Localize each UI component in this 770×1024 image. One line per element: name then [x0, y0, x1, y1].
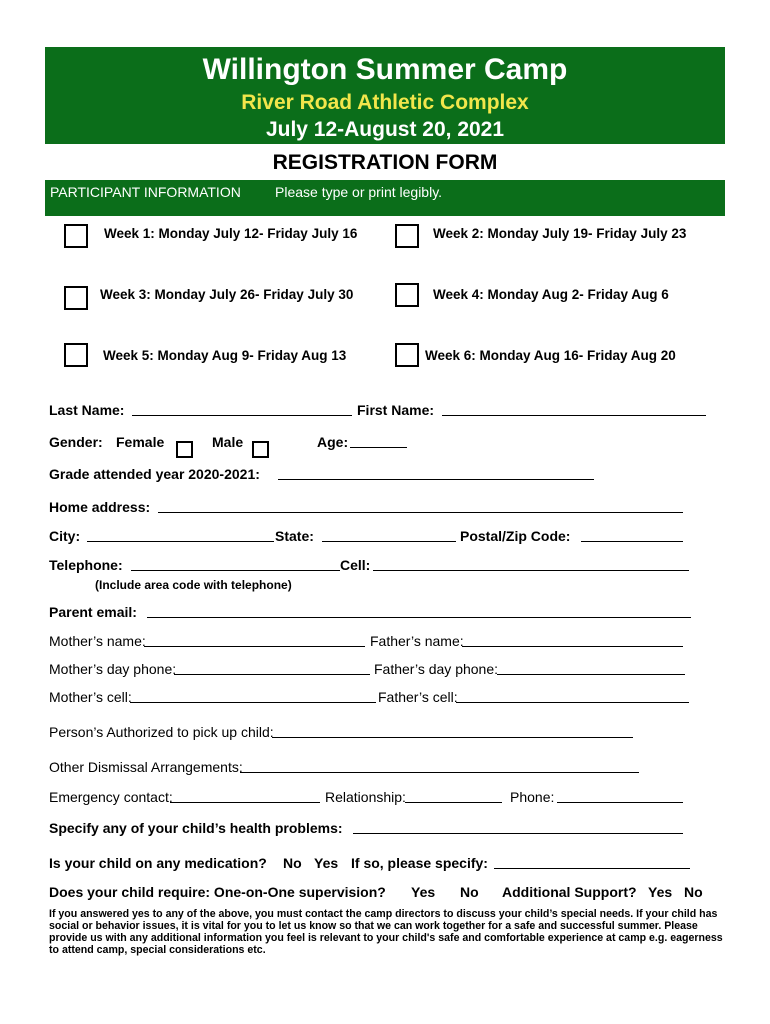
- relationship-field[interactable]: [405, 802, 502, 803]
- first-name-field[interactable]: [442, 415, 706, 416]
- emergency-contact-label: Emergency contact:: [49, 789, 173, 805]
- state-label: State:: [275, 528, 314, 544]
- parent-email-field[interactable]: [147, 617, 691, 618]
- health-problems-field[interactable]: [353, 833, 683, 834]
- medication-yes-option[interactable]: Yes: [314, 855, 339, 871]
- age-label: Age:: [317, 434, 349, 450]
- first-name-label: First Name:: [357, 402, 435, 418]
- grade-field[interactable]: [278, 479, 594, 480]
- section-label: PARTICIPANT INFORMATION: [50, 184, 241, 200]
- special-needs-note: If you answered yes to any of the above, you must contact the camp directors to discuss your child’s special needs. If your child has social or behavior issues, it is vital for you to let us know so that we can work together for a safe and successful summer. Please provide us with any additional information you feel is relevant to your child's safe and comfortable experience at camp e.g. eagerness to attend camp, special considerations etc.: [49, 908, 723, 956]
- week-5-checkbox[interactable]: [64, 343, 88, 367]
- week-2-label: Week 2: Monday July 19- Friday July 23: [433, 226, 687, 241]
- father-name-label: Father’s name:: [370, 633, 464, 649]
- mother-day-phone-label: Mother’s day phone:: [49, 661, 177, 677]
- camp-dates: July 12-August 20, 2021: [265, 118, 505, 141]
- female-checkbox[interactable]: [176, 441, 193, 458]
- city-field[interactable]: [87, 541, 274, 542]
- parent-email-label: Parent email:: [49, 604, 137, 620]
- male-label: Male: [212, 434, 244, 450]
- week-1-checkbox[interactable]: [64, 224, 88, 248]
- week-3-checkbox[interactable]: [64, 286, 88, 310]
- week-4-label: Week 4: Monday Aug 2- Friday Aug 6: [433, 287, 669, 302]
- participant-info-band: [45, 180, 725, 216]
- one-on-one-no-option[interactable]: No: [460, 884, 479, 900]
- dismissal-label: Other Dismissal Arrangements:: [49, 759, 243, 775]
- one-on-one-yes-option[interactable]: Yes: [411, 884, 436, 900]
- mother-day-phone-field[interactable]: [174, 674, 370, 675]
- week-1-label: Week 1: Monday July 12- Friday July 16: [104, 226, 358, 241]
- week-4-checkbox[interactable]: [395, 283, 419, 307]
- father-day-phone-label: Father’s day phone:: [374, 661, 499, 677]
- female-label: Female: [116, 434, 165, 450]
- telephone-field[interactable]: [131, 570, 340, 571]
- cell-label: Cell:: [340, 557, 371, 573]
- authorized-pickup-label: Person’s Authorized to pick up child:: [49, 724, 274, 740]
- area-code-note: (Include area code with telephone): [95, 578, 292, 592]
- father-day-phone-field[interactable]: [497, 674, 685, 675]
- medication-no-option[interactable]: No: [283, 855, 302, 871]
- father-name-field[interactable]: [462, 646, 683, 647]
- additional-support-no-option[interactable]: No: [684, 884, 703, 900]
- cell-field[interactable]: [373, 570, 689, 571]
- week-2-checkbox[interactable]: [395, 224, 419, 248]
- health-problems-label: Specify any of your child’s health problems:: [49, 820, 343, 836]
- father-cell-field[interactable]: [456, 702, 689, 703]
- phone-label: Phone:: [510, 789, 555, 805]
- additional-support-question: Additional Support?: [502, 884, 637, 900]
- phone-field[interactable]: [557, 802, 683, 803]
- authorized-pickup-field[interactable]: [272, 737, 633, 738]
- week-6-checkbox[interactable]: [395, 343, 419, 367]
- mother-name-label: Mother’s name:: [49, 633, 146, 649]
- state-field[interactable]: [322, 541, 456, 542]
- age-field[interactable]: [350, 447, 407, 448]
- camp-title: Willington Summer Camp: [202, 53, 568, 86]
- last-name-field[interactable]: [132, 415, 352, 416]
- mother-cell-label: Mother’s cell:: [49, 689, 132, 705]
- camp-location: River Road Athletic Complex: [241, 91, 529, 114]
- home-address-field[interactable]: [158, 512, 683, 513]
- section-instruction: Please type or print legibly.: [275, 184, 443, 200]
- telephone-label: Telephone:: [49, 557, 123, 573]
- form-title: REGISTRATION FORM: [272, 151, 498, 174]
- week-3-label: Week 3: Monday July 26- Friday July 30: [100, 287, 354, 302]
- week-5-label: Week 5: Monday Aug 9- Friday Aug 13: [103, 348, 347, 363]
- additional-support-yes-option[interactable]: Yes: [648, 884, 673, 900]
- camp-header: [45, 47, 725, 144]
- father-cell-label: Father’s cell:: [378, 689, 458, 705]
- mother-cell-field[interactable]: [130, 702, 376, 703]
- city-label: City:: [49, 528, 81, 544]
- week-6-label: Week 6: Monday Aug 16- Friday Aug 20: [425, 348, 676, 363]
- emergency-contact-field[interactable]: [170, 802, 320, 803]
- dismissal-field[interactable]: [240, 772, 639, 773]
- postal-code-label: Postal/Zip Code:: [460, 528, 571, 544]
- male-checkbox[interactable]: [252, 441, 269, 458]
- medication-question: Is your child on any medication?: [49, 855, 267, 871]
- postal-code-field[interactable]: [581, 541, 683, 542]
- last-name-label: Last Name:: [49, 402, 125, 418]
- mother-name-field[interactable]: [144, 646, 365, 647]
- grade-label: Grade attended year 2020-2021:: [49, 466, 260, 482]
- relationship-label: Relationship:: [325, 789, 406, 805]
- gender-label: Gender:: [49, 434, 103, 450]
- medication-specify-label: If so, please specify:: [351, 855, 488, 871]
- home-address-label: Home address:: [49, 499, 151, 515]
- one-on-one-question: Does your child require: One-on-One supervision?: [49, 884, 386, 900]
- medication-specify-field[interactable]: [494, 868, 690, 869]
